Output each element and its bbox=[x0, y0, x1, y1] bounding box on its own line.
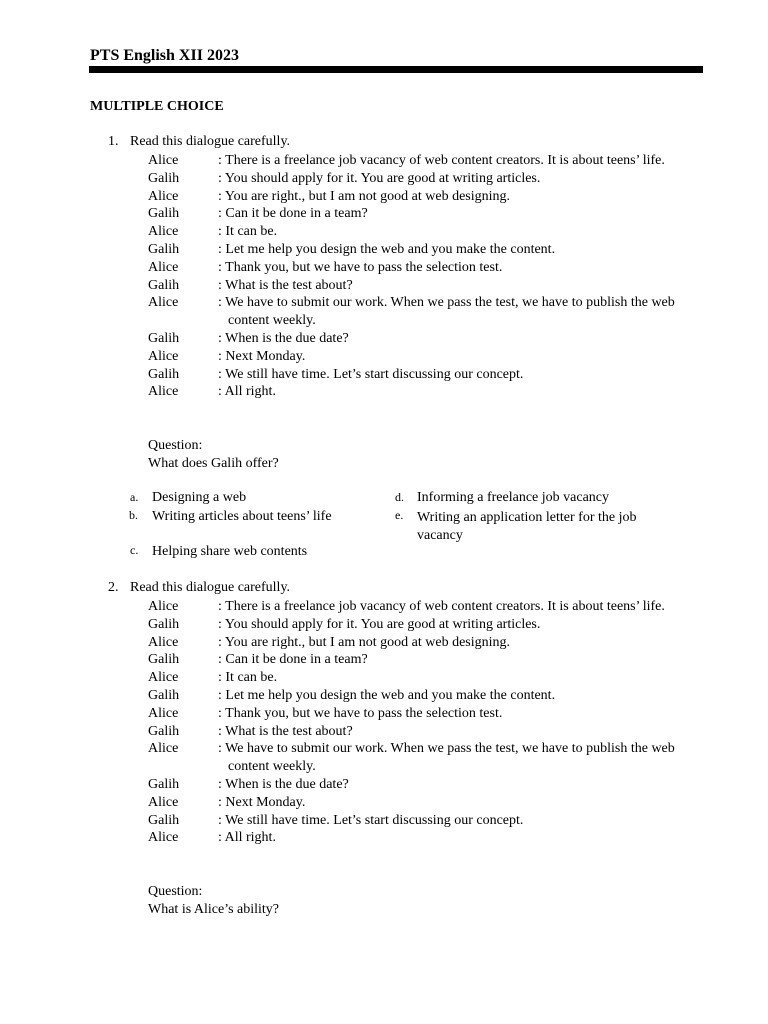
dialogue-line bbox=[0, 812, 768, 830]
dialogue-line bbox=[0, 598, 768, 616]
dialogue-line bbox=[0, 829, 768, 847]
speech-text: : Let me help you design the web and you make the content. bbox=[218, 241, 556, 257]
option-c[interactable]: Helping share web contents bbox=[152, 544, 308, 559]
speaker-name: Alice bbox=[148, 153, 179, 168]
speaker-name: Alice bbox=[148, 348, 179, 364]
speaker-name: Galih bbox=[148, 812, 180, 828]
speaker-name: Alice bbox=[148, 259, 179, 275]
option-letter: a. bbox=[130, 490, 139, 504]
speaker-name: Alice bbox=[148, 599, 179, 614]
speech-text: : What is the test about? bbox=[218, 723, 353, 739]
speech-text: : What is the test about? bbox=[218, 277, 353, 293]
question-number: 2. bbox=[108, 580, 119, 595]
speech-text: : Next Monday. bbox=[218, 348, 306, 364]
speaker-name: Galih bbox=[148, 616, 180, 632]
speech-text: : We still have time. Let’s start discussing our concept. bbox=[218, 366, 524, 382]
option-a[interactable]: Designing a web bbox=[152, 490, 247, 505]
dialogue-line bbox=[0, 152, 768, 170]
dialogue-line bbox=[0, 277, 768, 295]
speech-text: : You should apply for it. You are good at writing articles. bbox=[218, 170, 541, 186]
speech-text: : You are right., but I am not good at web designing. bbox=[218, 634, 511, 650]
dialogue bbox=[0, 152, 768, 401]
speaker-name: Galih bbox=[148, 170, 180, 186]
speaker-name: Alice bbox=[148, 670, 179, 686]
option-letter: e. bbox=[395, 508, 404, 522]
dialogue-line bbox=[0, 776, 768, 794]
dialogue-line bbox=[0, 383, 768, 401]
dialogue-line bbox=[0, 241, 768, 259]
speaker-name: Galih bbox=[148, 330, 180, 346]
speech-text: : Let me help you design the web and you make the content. bbox=[218, 687, 556, 703]
speaker-name: Galih bbox=[148, 206, 180, 222]
dialogue-line bbox=[0, 651, 768, 669]
speech-text: : It can be. bbox=[218, 670, 278, 686]
dialogue-line bbox=[0, 616, 768, 634]
speech-text: : Next Monday. bbox=[218, 794, 306, 810]
speech-text: : Can it be done in a team? bbox=[218, 206, 368, 222]
speech-text: : You should apply for it. You are good at writing articles. bbox=[218, 616, 541, 632]
speech-text: : It can be. bbox=[218, 224, 278, 240]
speaker-name: Alice bbox=[148, 384, 179, 400]
dialogue-line bbox=[0, 634, 768, 652]
speech-text: : There is a freelance job vacancy of web content creators. It is about teens’ life. bbox=[218, 599, 665, 614]
speaker-name: Galih bbox=[148, 687, 180, 703]
dialogue-line bbox=[0, 223, 768, 241]
dialogue-line bbox=[0, 330, 768, 348]
dialogue-line bbox=[0, 740, 768, 776]
question-label: Question: bbox=[148, 438, 203, 453]
speech-text: : All right. bbox=[218, 830, 276, 846]
dialogue bbox=[0, 598, 768, 847]
speaker-name: Galih bbox=[148, 776, 180, 792]
question-instruction: Read this dialogue carefully. bbox=[130, 580, 291, 595]
dialogue-line bbox=[0, 723, 768, 741]
dialogue-line bbox=[0, 794, 768, 812]
dialogue-line bbox=[0, 188, 768, 206]
speech-text: : When is the due date? bbox=[218, 330, 349, 346]
speaker-name: Galih bbox=[148, 277, 180, 293]
question-number: 1. bbox=[108, 134, 119, 149]
speech-text: : You are right., but I am not good at web designing. bbox=[218, 188, 511, 204]
question-text: What does Galih offer? bbox=[148, 456, 279, 471]
speaker-name: Galih bbox=[148, 241, 180, 257]
speaker-name: Alice bbox=[148, 224, 179, 240]
dialogue-line bbox=[0, 366, 768, 384]
dialogue-line bbox=[0, 205, 768, 223]
option-letter: b. bbox=[129, 508, 138, 522]
question-label: Question: bbox=[148, 884, 203, 899]
speech-text: : When is the due date? bbox=[218, 776, 349, 792]
dialogue-line bbox=[0, 705, 768, 723]
speech-text: : We have to submit our work. When we pass the test, we have to publish the web content weekly. bbox=[218, 295, 675, 329]
dialogue-line bbox=[0, 259, 768, 277]
speech-text: : All right. bbox=[218, 384, 276, 400]
question-text: What is Alice’s ability? bbox=[148, 902, 280, 917]
speech-text: : We still have time. Let’s start discussing our concept. bbox=[218, 812, 524, 828]
speaker-name: Alice bbox=[148, 741, 179, 757]
speaker-name: Galih bbox=[148, 723, 180, 739]
header-rule bbox=[89, 66, 703, 73]
speech-text: : Thank you, but we have to pass the selection test. bbox=[218, 705, 503, 721]
speaker-name: Galih bbox=[148, 652, 180, 668]
speaker-name: Alice bbox=[148, 830, 179, 846]
speaker-name: Alice bbox=[148, 634, 179, 650]
option-letter: d. bbox=[395, 490, 404, 504]
speaker-name: Alice bbox=[148, 794, 179, 810]
speaker-name: Alice bbox=[148, 188, 179, 204]
option-e[interactable]: Writing an application letter for the job vacancy bbox=[417, 510, 637, 543]
dialogue-line bbox=[0, 170, 768, 188]
dialogue-line bbox=[0, 669, 768, 687]
option-letter: c. bbox=[130, 543, 139, 557]
question-instruction: Read this dialogue carefully. bbox=[130, 134, 291, 149]
dialogue-line bbox=[0, 687, 768, 705]
page-title: PTS English XII 2023 bbox=[90, 47, 239, 64]
dialogue-line bbox=[0, 294, 768, 330]
option-d[interactable]: Informing a freelance job vacancy bbox=[417, 490, 610, 505]
speaker-name: Alice bbox=[148, 295, 179, 311]
speaker-name: Galih bbox=[148, 366, 180, 382]
option-b[interactable]: Writing articles about teens’ life bbox=[152, 509, 332, 524]
speaker-name: Alice bbox=[148, 705, 179, 721]
speech-text: : We have to submit our work. When we pass the test, we have to publish the web content weekly. bbox=[218, 741, 675, 775]
dialogue-line bbox=[0, 348, 768, 366]
speech-text: : Thank you, but we have to pass the selection test. bbox=[218, 259, 503, 275]
speech-text: : Can it be done in a team? bbox=[218, 652, 368, 668]
section-heading: MULTIPLE CHOICE bbox=[90, 99, 224, 114]
speech-text: : There is a freelance job vacancy of web content creators. It is about teens’ life. bbox=[218, 153, 665, 168]
